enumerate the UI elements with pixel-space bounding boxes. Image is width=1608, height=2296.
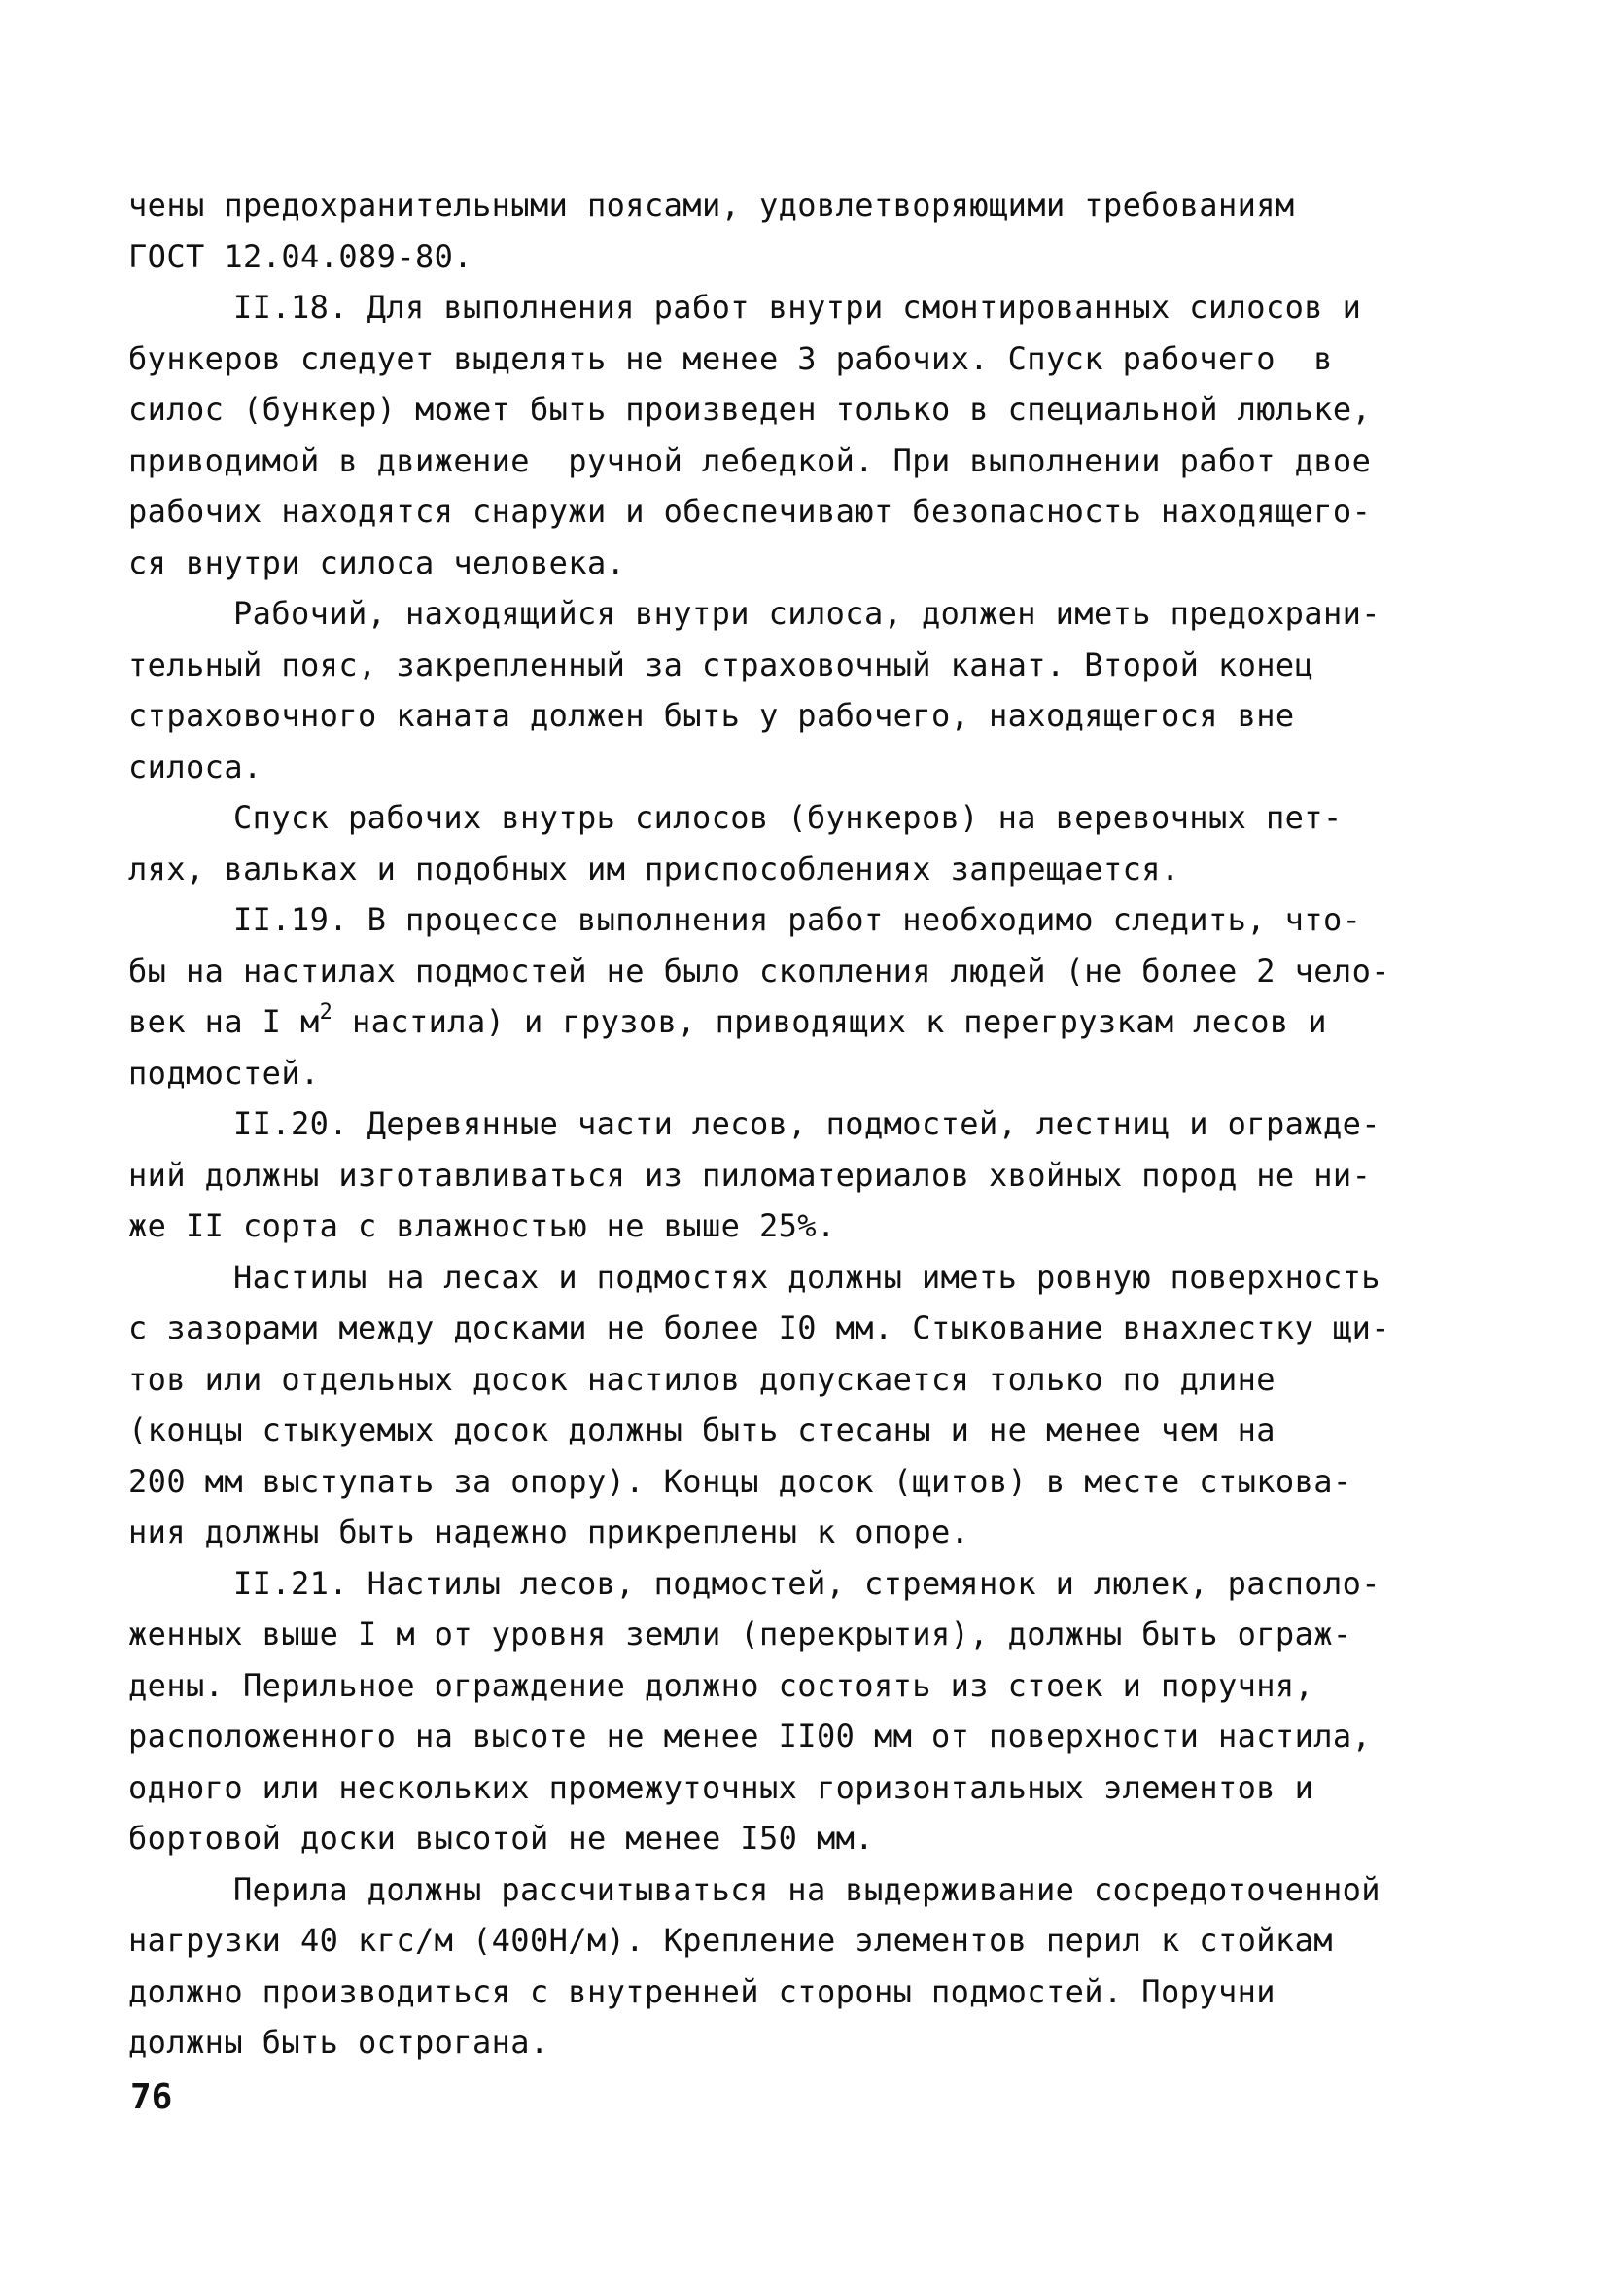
text-line: бортовой доски высотой не менее I50 мм.	[128, 1820, 874, 1857]
text-line: приводимой в движение ручной лебедкой. При выполнении работ двое	[128, 441, 1372, 479]
text-line-with-superscript	[128, 996, 1489, 1048]
text-line: II.19. В процессе выполнения работ необходимо следить, что-	[233, 901, 1362, 938]
text-line: подмостей.	[128, 1054, 320, 1092]
text-line: бы на настилах подмостей не было скопления людей (не более 2 чело-	[128, 952, 1390, 990]
text-line: Рабочий, находящийся внутри силоса, должен иметь предохрани-	[233, 595, 1381, 632]
page-number: 76	[130, 2077, 173, 2117]
text-line: бункеров следует выделять не менее 3 рабочих. Спуск рабочего в	[128, 339, 1333, 377]
text-line: силоса.	[128, 748, 262, 785]
text-line: Настилы на лесах и подмостях должны иметь ровную поверхность	[233, 1258, 1381, 1296]
text-line: с зазорами между досками не более I0 мм. Стыкование внахлестку щи-	[128, 1309, 1390, 1346]
text-line: расположенного на высоте не менее II00 мм от поверхности настила,	[128, 1718, 1372, 1755]
text-line: же II сорта с влажностью не выше 25%.	[128, 1207, 836, 1244]
text-line: II.21. Настилы лесов, подмостей, стремянок и люлек, располо-	[233, 1564, 1381, 1602]
text-line: нагрузки 40 кгс/м (400Н/м). Крепление элементов перил к стойкам	[128, 1922, 1333, 1959]
text-line: 200 мм выступать за опору). Концы досок (щитов) в месте стыкова-	[128, 1462, 1352, 1500]
text-line: должно производиться с внутренней стороны подмостей. Поручни	[128, 1972, 1276, 2010]
page-body	[128, 180, 1489, 2069]
text-line: ся внутри силоса человека.	[128, 543, 626, 581]
text-line: тельный пояс, закрепленный за страховочный канат. Второй конец	[128, 645, 1314, 683]
text-line: II.18. Для выполнения работ внутри смонтированных силосов и	[233, 289, 1362, 326]
text-line: женных выше I м от уровня земли (перекрытия), должны быть ограж-	[128, 1616, 1352, 1652]
text-line: лях, вальках и подобных им приспособлениях запрещается.	[128, 850, 1180, 887]
text-line: рабочих находятся снаружи и обеспечивают безопасность находящего-	[128, 493, 1372, 530]
text-line: тов или отдельных досок настилов допускается только по длине	[128, 1360, 1276, 1398]
text-segment: настила) и грузов, приводящих к перегрузкам лесов и	[332, 1003, 1327, 1040]
text-line: ния должны быть надежно прикреплены к опоре.	[128, 1513, 970, 1550]
text-line: одного или нескольких промежуточных горизонтальных элементов и	[128, 1768, 1314, 1806]
text-line: дены. Перильное ограждение должно состоять из стоек и поручня,	[128, 1666, 1314, 1704]
superscript: 2	[319, 1000, 333, 1025]
text-line: ний должны изготавливаться из пиломатериалов хвойных пород не ни-	[128, 1156, 1372, 1194]
text-segment: век на I м	[128, 1003, 320, 1040]
text-line: Перила должны рассчитываться на выдерживание сосредоточенной	[233, 1870, 1381, 1908]
text-line: (концы стыкуемых досок должны быть стесаны и не менее чем на	[128, 1411, 1276, 1448]
text-line: II.20. Деревянные части лесов, подмостей, лестниц и огражде-	[233, 1105, 1381, 1142]
text-line: чены предохранительными поясами, удовлетворяющими требованиям	[128, 187, 1295, 224]
text-line: ГОСТ 12.04.089-80.	[128, 237, 472, 275]
text-line: должны быть острогана.	[128, 2024, 549, 2061]
text-line: Спуск рабочих внутрь силосов (бункеров) на веревочных пет-	[233, 799, 1343, 836]
text-line: силос (бункер) может быть произведен только в специальной люльке,	[128, 391, 1372, 428]
text-line: страховочного каната должен быть у рабочего, находящегося вне	[128, 697, 1295, 734]
